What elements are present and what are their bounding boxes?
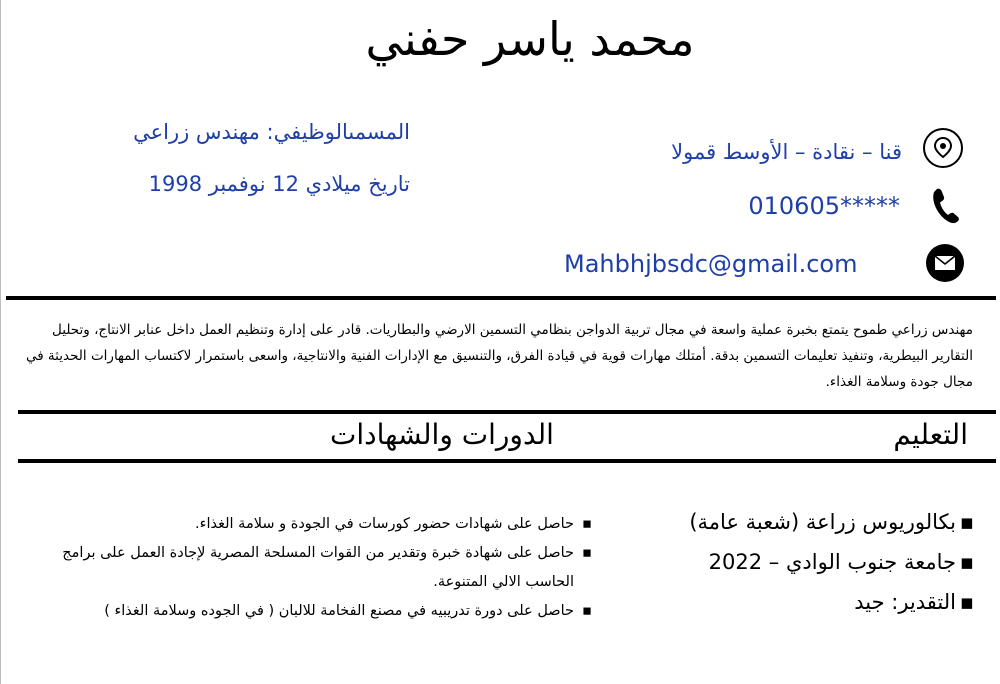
education-list bbox=[674, 510, 974, 630]
email-text: Mahbhjbsdc@gmail.com bbox=[564, 250, 858, 278]
list-item: ▪ حاصل على دورة تدريبيه في مصنع الفخامة للالبان ( في الجوده وسلامة الغذاء ) bbox=[20, 597, 592, 626]
profile-summary: مهندس زراعي طموح يتمتع بخبرة عملية واسعة في مجال تربية الدواجن بنظامي التسمين الارضي والبطاريات. قادر على إدارة وتنظيم العمل داخل عنابر الانتاج، وتحليل التقارير البيطرية، وتنفيذ تعليمات التسمين بدقة. أمتلك مهارات قوية في قيادة الفرق، والتنسيق مع الإدارات الفنية والانتاجية، واسعى باستمرار لاكتساب المهارات الحديثة في مجال جودة وسلامة الغذاء. bbox=[25, 322, 973, 390]
bullet-icon: ▪ bbox=[959, 590, 974, 614]
person-name: محمد ياسر حفني bbox=[365, 12, 695, 66]
section-bottom-rule bbox=[18, 459, 996, 463]
bullet-icon: ▪ bbox=[582, 603, 592, 619]
birth-date: تاريخ ميلادي 12 نوفمبر 1998 bbox=[148, 172, 410, 196]
education-heading: التعليم bbox=[893, 418, 968, 451]
page-edge bbox=[0, 0, 1, 684]
bullet-icon: ▪ bbox=[582, 516, 592, 532]
phone-icon bbox=[926, 184, 966, 226]
courses-heading: الدورات والشهادات bbox=[330, 418, 554, 451]
list-item: ▪ حاصل على شهادة خبرة وتقدير من القوات المسلحة المصرية لإجادة العمل على برامج الحاسب الالي المتنوعة. bbox=[20, 539, 592, 597]
list-item: ▪ حاصل على شهادات حضور كورسات في الجودة و سلامة الغذاء. bbox=[20, 510, 592, 539]
bullet-icon: ▪ bbox=[582, 545, 592, 561]
header-divider bbox=[6, 296, 996, 300]
job-title: المسمىالوظيفي: مهندس زراعي bbox=[133, 120, 410, 144]
bullet-icon: ▪ bbox=[959, 510, 974, 534]
phone-text: 010605***** bbox=[748, 192, 900, 220]
bullet-icon: ▪ bbox=[959, 550, 974, 574]
location-pin-icon bbox=[923, 128, 963, 168]
list-item: ▪ التقدير: جيد bbox=[854, 590, 974, 614]
list-item: ▪ جامعة جنوب الوادي – 2022 bbox=[708, 550, 974, 574]
section-top-rule bbox=[18, 410, 996, 414]
list-item: ▪ بكالوريوس زراعة (شعبة عامة) bbox=[689, 510, 974, 534]
address-text: قنا – نقادة – الأوسط قمولا bbox=[671, 140, 902, 164]
envelope-icon bbox=[926, 244, 964, 282]
courses-list bbox=[20, 510, 592, 626]
